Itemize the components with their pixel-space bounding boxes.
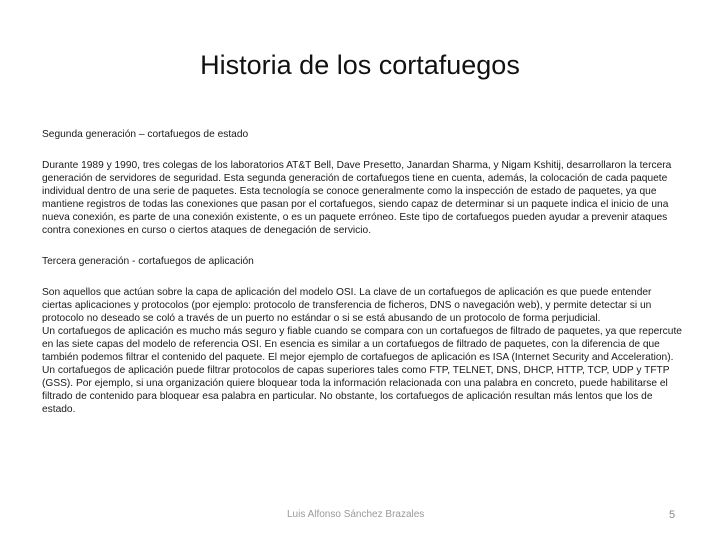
slide-number: 5 — [669, 509, 676, 521]
footer-author: Luis Alfonso Sánchez Brazales — [287, 509, 425, 520]
section-paragraph-third-generation-2: Un cortafuegos de aplicación es mucho más seguro y fiable cuando se compara con un cortafuegos de filtrado de paquetes, ya que repercute en las siete capas del modelo de referencia OSI. En esencia es similar a un cortafuegos de filtrado de paquetes, con la diferencia de que también podemos filtrar el contenido del paquete. El mejor ejemplo de cortafuegos de aplicación es ISA (Internet Security and Acceleration). — [42, 326, 682, 363]
section-heading-third-generation: Tercera generación - cortafuegos de aplicación — [42, 256, 254, 267]
section-paragraph-third-generation-1: Son aquellos que actúan sobre la capa de aplicación del modelo OSI. La clave de un cortafuegos de aplicación es que puede entender ciertas aplicaciones y protocolos (por ejemplo: protocolo de transferencia de ficheros, DNS o navegación web), y permite detectar si un protocolo no deseado se coló a través de un puerto no estándar o si se está abusando de un protocolo de forma perjudicial. — [42, 287, 652, 324]
section-paragraph-second-generation: Durante 1989 y 1990, tres colegas de los laboratorios AT&T Bell, Dave Presetto, Janardan Sharma, y Nigam Kshitij, desarrollaron la tercera generación de servidores de seguridad. Esta segunda generación de cortafuegos tiene en cuenta, además, la colocación de cada paquete individual dentro de una serie de paquetes. Esta tecnología se conoce generalmente como la inspección de estado de paquetes, ya que mantiene registros de todas las conexiones que pasan por el cortafuegos, siendo capaz de determinar si un paquete indica el inicio de una nueva conexión, es parte de una conexión existente, o es un paquete erróneo. Este tipo de cortafuegos pueden ayudar a prevenir ataques contra conexiones en curso o ciertos ataques de denegación de servicio. — [42, 160, 672, 236]
section-paragraph-third-generation-3: Un cortafuegos de aplicación puede filtrar protocolos de capas superiores tales como FTP, TELNET, DNS, DHCP, HTTP, TCP, UDP y TFTP (GSS). Por ejemplo, si una organización quiere bloquear toda la información relacionada con una palabra en concreto, puede habilitarse el filtrado de contenido para bloquear esa palabra en particular. No obstante, los cortafuegos de aplicación resultan más lentos que los de estado. — [42, 365, 670, 415]
slide-body — [42, 128, 682, 416]
section-heading-second-generation: Segunda generación – cortafuegos de estado — [42, 129, 249, 140]
slide-title: Historia de los cortafuegos — [200, 50, 520, 80]
